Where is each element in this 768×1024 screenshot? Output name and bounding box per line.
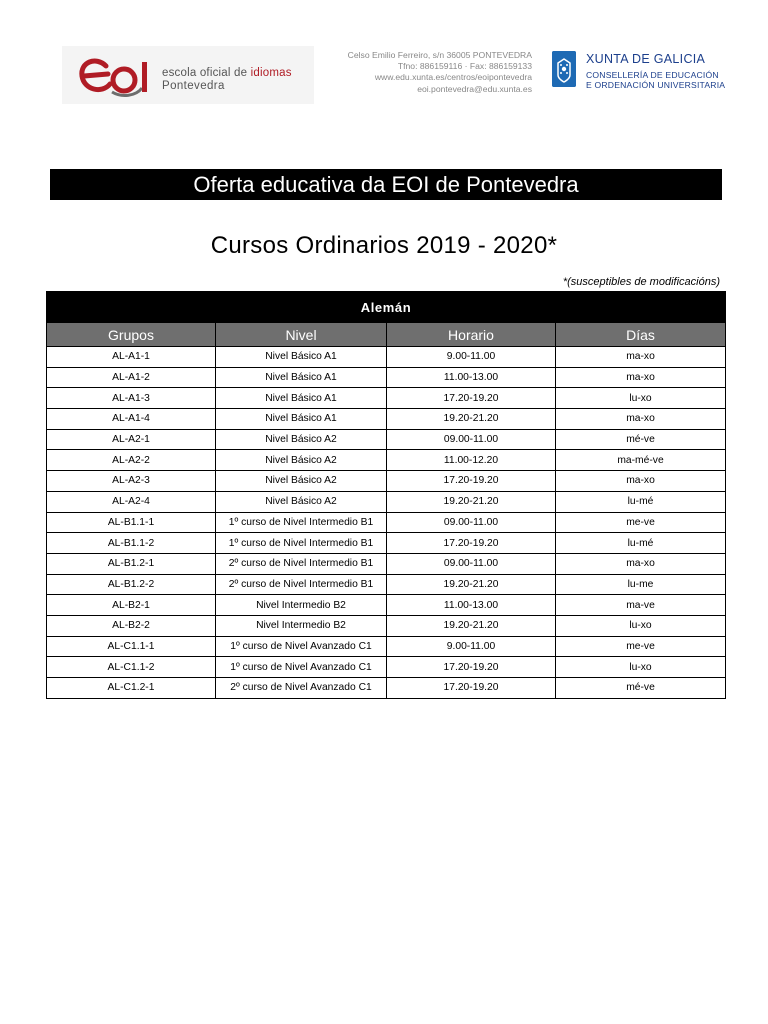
page-subtitle: Cursos Ordinarios 2019 - 2020* bbox=[210, 232, 558, 259]
table-row bbox=[47, 347, 726, 368]
group-cell: AL-A1-1 bbox=[47, 347, 216, 368]
contact-email[interactable]: eoi.pontevedra@edu.xunta.es bbox=[417, 83, 532, 94]
group-cell: AL-A2-4 bbox=[47, 491, 216, 512]
table-row bbox=[47, 595, 726, 616]
schedule-cell: 11.00-13.00 bbox=[387, 367, 556, 388]
table-row bbox=[47, 615, 726, 636]
logo-text-city: Pontevedra bbox=[162, 80, 225, 92]
table-row bbox=[47, 533, 726, 554]
xunta-department bbox=[586, 70, 725, 90]
level-cell: Nivel Intermedio B2 bbox=[216, 595, 387, 616]
level-cell: Nivel Básico A1 bbox=[216, 367, 387, 388]
table-row bbox=[47, 388, 726, 409]
xunta-dept-line2: E ORDENACIÓN UNIVERSITARIA bbox=[586, 80, 726, 90]
schedule-cell: 9.00-11.00 bbox=[387, 347, 556, 368]
schedule-cell: 17.20-19.20 bbox=[387, 657, 556, 678]
schedule-cell: 9.00-11.00 bbox=[387, 636, 556, 657]
level-cell: Nivel Básico A2 bbox=[216, 471, 387, 492]
column-header-nivel: Nivel bbox=[216, 323, 387, 347]
group-cell: AL-C1.2-1 bbox=[47, 678, 216, 699]
table-row bbox=[47, 574, 726, 595]
group-cell: AL-A2-3 bbox=[47, 471, 216, 492]
group-cell: AL-B2-2 bbox=[47, 615, 216, 636]
days-cell: lu-xo bbox=[556, 388, 726, 409]
table-row bbox=[47, 409, 726, 430]
schedule-cell: 19.20-21.20 bbox=[387, 409, 556, 430]
xunta-name: XUNTA DE GALICIA bbox=[586, 52, 706, 66]
schedule-cell: 11.00-12.20 bbox=[387, 450, 556, 471]
contact-website[interactable]: www.edu.xunta.es/centros/eoipontevedra bbox=[374, 72, 532, 83]
column-header-horario: Horario bbox=[387, 323, 556, 347]
level-cell: 1º curso de Nivel Avanzado C1 bbox=[216, 636, 387, 657]
table-row bbox=[47, 636, 726, 657]
xunta-seal-icon bbox=[552, 51, 576, 87]
days-cell: ma-mé-ve bbox=[556, 450, 726, 471]
schedule-cell: 17.20-19.20 bbox=[387, 533, 556, 554]
xunta-dept-line1: CONSELLERÍA DE EDUCACIÓN bbox=[586, 70, 719, 80]
group-cell: AL-B1.2-2 bbox=[47, 574, 216, 595]
days-cell: ma-ve bbox=[556, 595, 726, 616]
level-cell: 1º curso de Nivel Avanzado C1 bbox=[216, 657, 387, 678]
schedule-cell: 19.20-21.20 bbox=[387, 574, 556, 595]
level-cell: Nivel Básico A2 bbox=[216, 450, 387, 471]
eoi-logo-mark bbox=[78, 52, 158, 98]
days-cell: ma-xo bbox=[556, 409, 726, 430]
table-row bbox=[47, 429, 726, 450]
days-cell: lu-mé bbox=[556, 491, 726, 512]
logo-text-school bbox=[162, 67, 292, 79]
days-cell: lu-me bbox=[556, 574, 726, 595]
table-row bbox=[47, 367, 726, 388]
schedule-cell: 17.20-19.20 bbox=[387, 471, 556, 492]
days-cell: ma-xo bbox=[556, 347, 726, 368]
table-row bbox=[47, 450, 726, 471]
logo-text-accent: idiomas bbox=[250, 67, 292, 79]
schedule-table bbox=[46, 291, 726, 699]
schedule-cell: 11.00-13.00 bbox=[387, 595, 556, 616]
schedule-cell: 17.20-19.20 bbox=[387, 388, 556, 409]
days-cell: lu-mé bbox=[556, 533, 726, 554]
language-header: Alemán bbox=[47, 292, 726, 323]
page-title: Oferta educativa da EOI de Pontevedra bbox=[50, 169, 722, 200]
column-header-grupos: Grupos bbox=[47, 323, 216, 347]
level-cell: 2º curso de Nivel Avanzado C1 bbox=[216, 678, 387, 699]
level-cell: Nivel Básico A1 bbox=[216, 347, 387, 368]
days-cell: ma-xo bbox=[556, 367, 726, 388]
schedule-cell: 09.00-11.00 bbox=[387, 553, 556, 574]
days-cell: ma-xo bbox=[556, 553, 726, 574]
group-cell: AL-A1-2 bbox=[47, 367, 216, 388]
level-cell: Nivel Básico A1 bbox=[216, 409, 387, 430]
days-cell: lu-xo bbox=[556, 615, 726, 636]
days-cell: me-ve bbox=[556, 512, 726, 533]
contact-info bbox=[348, 50, 532, 95]
group-cell: AL-A1-4 bbox=[47, 409, 216, 430]
group-cell: AL-B1.2-1 bbox=[47, 553, 216, 574]
level-cell: Nivel Intermedio B2 bbox=[216, 615, 387, 636]
table-row bbox=[47, 553, 726, 574]
level-cell: Nivel Básico A1 bbox=[216, 388, 387, 409]
schedule-body bbox=[47, 347, 726, 699]
level-cell: 2º curso de Nivel Intermedio B1 bbox=[216, 553, 387, 574]
contact-phone: Tfno: 886159116 · Fax: 886159133 bbox=[397, 61, 532, 72]
column-header-dias: Días bbox=[556, 323, 726, 347]
level-cell: 1º curso de Nivel Intermedio B1 bbox=[216, 533, 387, 554]
days-cell: mé-ve bbox=[556, 429, 726, 450]
group-cell: AL-A2-2 bbox=[47, 450, 216, 471]
schedule-cell: 19.20-21.20 bbox=[387, 615, 556, 636]
schedule-cell: 09.00-11.00 bbox=[387, 512, 556, 533]
group-cell: AL-A2-1 bbox=[47, 429, 216, 450]
group-cell: AL-B2-1 bbox=[47, 595, 216, 616]
table-row bbox=[47, 657, 726, 678]
days-cell: mé-ve bbox=[556, 678, 726, 699]
schedule-cell: 19.20-21.20 bbox=[387, 491, 556, 512]
days-cell: me-ve bbox=[556, 636, 726, 657]
table-row bbox=[47, 491, 726, 512]
schedule-cell: 09.00-11.00 bbox=[387, 429, 556, 450]
group-cell: AL-B1.1-2 bbox=[47, 533, 216, 554]
table-row bbox=[47, 512, 726, 533]
group-cell: AL-C1.1-2 bbox=[47, 657, 216, 678]
table-row bbox=[47, 678, 726, 699]
days-cell: lu-xo bbox=[556, 657, 726, 678]
days-cell: ma-xo bbox=[556, 471, 726, 492]
logo-text-pre: escola oficial de bbox=[162, 67, 251, 79]
group-cell: AL-B1.1-1 bbox=[47, 512, 216, 533]
level-cell: 2º curso de Nivel Intermedio B1 bbox=[216, 574, 387, 595]
level-cell: 1º curso de Nivel Intermedio B1 bbox=[216, 512, 387, 533]
contact-address: Celso Emilio Ferreiro, s/n 36005 PONTEVEDRA bbox=[347, 50, 532, 60]
table-row bbox=[47, 471, 726, 492]
group-cell: AL-A1-3 bbox=[47, 388, 216, 409]
group-cell: AL-C1.1-1 bbox=[47, 636, 216, 657]
footnote-note: *(susceptibles de modificacións) bbox=[562, 276, 720, 288]
level-cell: Nivel Básico A2 bbox=[216, 491, 387, 512]
schedule-cell: 17.20-19.20 bbox=[387, 678, 556, 699]
level-cell: Nivel Básico A2 bbox=[216, 429, 387, 450]
